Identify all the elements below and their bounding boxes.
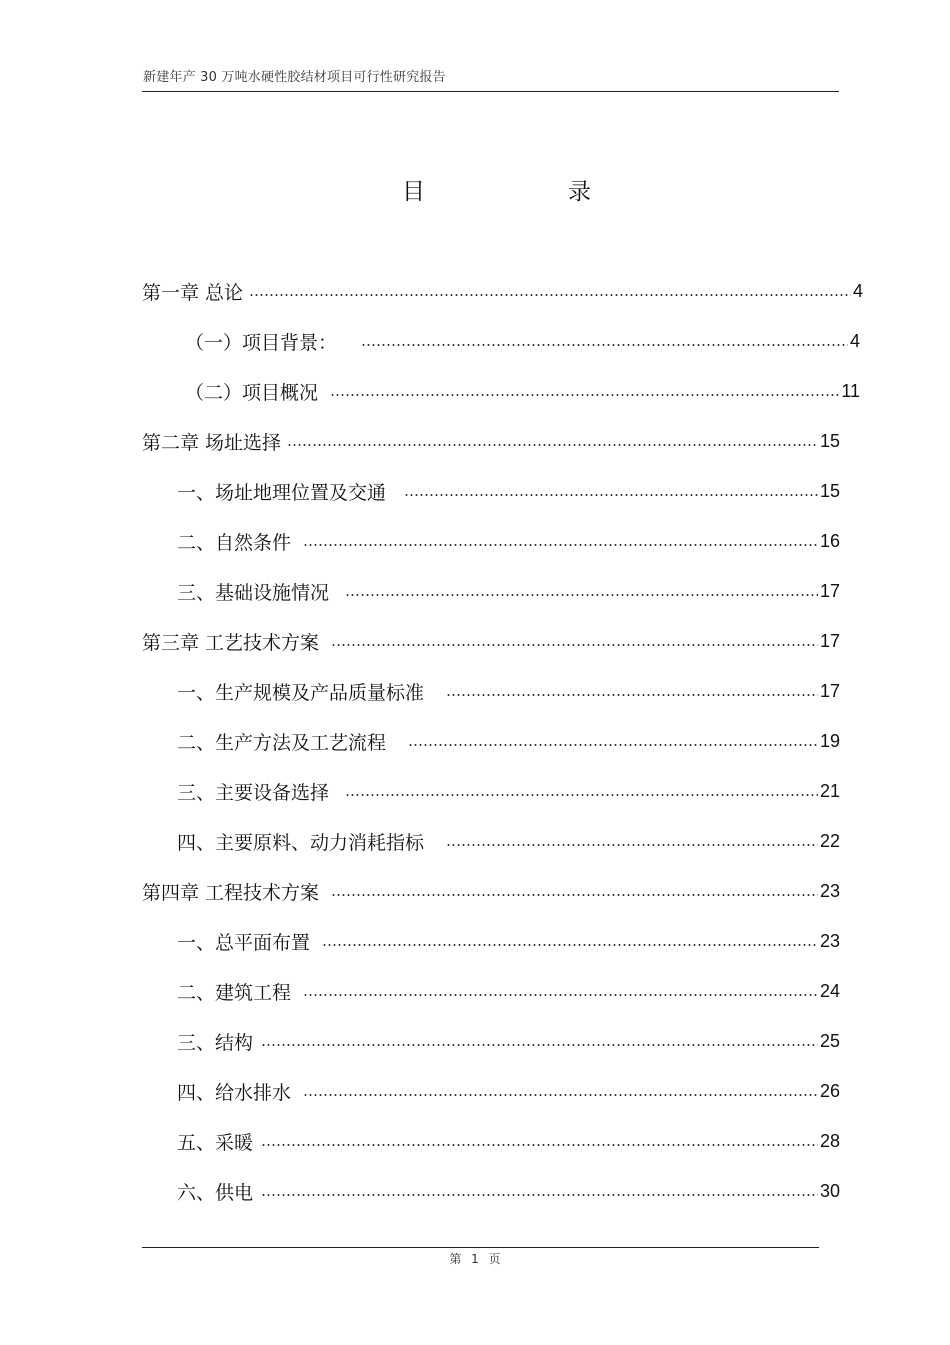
- toc-entry-page: 4: [849, 330, 860, 351]
- toc-dot-leader: [249, 294, 851, 296]
- toc-entry-section[interactable]: [177, 476, 840, 506]
- document-header-title: 新建年产 30 万吨水硬性胶结材项目可行性研究报告: [143, 70, 446, 85]
- toc-entry-section[interactable]: [177, 1126, 840, 1156]
- toc-entry-label: 第四章 工程技术方案: [142, 881, 320, 904]
- toc-entry-page: 15: [819, 430, 840, 451]
- toc-entry-label: 三、结构: [177, 1031, 254, 1054]
- page-footer: [0, 1250, 950, 1267]
- toc-dot-leader: [261, 1044, 818, 1046]
- toc-entry-section[interactable]: [177, 1076, 840, 1106]
- toc-dot-leader: [331, 894, 818, 896]
- toc-dot-leader: [345, 794, 818, 796]
- footer-suffix: 页: [488, 1252, 501, 1266]
- toc-entry-page: 21: [819, 780, 840, 801]
- toc-dot-leader: [446, 844, 818, 846]
- toc-entry-label: （一）项目背景：: [185, 331, 338, 354]
- toc-dot-leader: [261, 1144, 818, 1146]
- toc-entry-label: 三、基础设施情况: [177, 581, 330, 604]
- toc-dot-leader: [287, 444, 818, 446]
- toc-entry-section[interactable]: [177, 576, 840, 606]
- toc-entry-page: 30: [819, 1180, 840, 1201]
- toc-entry-label: 六、供电: [177, 1181, 254, 1204]
- toc-entry-page: 16: [819, 530, 840, 551]
- toc-entry-page: 17: [819, 680, 840, 701]
- toc-entry-page: 15: [819, 480, 840, 501]
- toc-dot-leader: [322, 944, 818, 946]
- toc-entry-chapter-2[interactable]: [142, 426, 840, 456]
- toc-entry-label: 第二章 场址选择: [142, 431, 282, 454]
- toc-entry-label: 一、场址地理位置及交通: [177, 481, 387, 504]
- toc-dot-leader: [303, 1094, 818, 1096]
- toc-entry-label: 一、生产规模及产品质量标准: [177, 681, 425, 704]
- toc-entry-label: 五、采暖: [177, 1131, 254, 1154]
- toc-entry-label: 二、自然条件: [177, 531, 292, 554]
- toc-entry-label: （二）项目概况: [185, 381, 319, 404]
- toc-dot-leader: [446, 694, 818, 696]
- toc-entry-label: 二、建筑工程: [177, 981, 292, 1004]
- toc-entry-section[interactable]: [177, 1176, 840, 1206]
- toc-dot-leader: [303, 544, 818, 546]
- toc-dot-leader: [331, 644, 818, 646]
- toc-entry-page: 19: [819, 730, 840, 751]
- toc-entry-label: 四、主要原料、动力消耗指标: [177, 831, 425, 854]
- toc-entry-section[interactable]: [177, 776, 840, 806]
- toc-entry-chapter-4[interactable]: [142, 876, 840, 906]
- toc-entry-page: 24: [819, 980, 840, 1001]
- toc-entry-page: 25: [819, 1030, 840, 1051]
- toc-entry-section[interactable]: [185, 376, 860, 406]
- toc-dot-leader: [303, 994, 818, 996]
- toc-entry-page: 4: [852, 280, 863, 301]
- toc-dot-leader: [261, 1194, 818, 1196]
- toc-entry-label: 四、给水排水: [177, 1081, 292, 1104]
- toc-entry-page: 17: [819, 580, 840, 601]
- toc-entry-chapter-3[interactable]: [142, 626, 840, 656]
- toc-entry-page: 17: [819, 630, 840, 651]
- toc-entry-page: 28: [819, 1130, 840, 1151]
- toc-entry-section[interactable]: [177, 1026, 840, 1056]
- toc-entry-section[interactable]: [177, 976, 840, 1006]
- toc-entry-page: 23: [819, 930, 840, 951]
- toc-entry-section[interactable]: [177, 826, 840, 856]
- footer-divider: [142, 1247, 819, 1248]
- toc-entry-label: 二、生产方法及工艺流程: [177, 731, 387, 754]
- toc-entry-section[interactable]: [177, 726, 840, 756]
- toc-entry-label: 第一章 总论: [142, 281, 244, 304]
- footer-prefix: 第: [449, 1252, 462, 1266]
- toc-entry-label: 一、总平面布置: [177, 931, 311, 954]
- toc-title-char-2: 录: [568, 179, 591, 205]
- toc-entry-section[interactable]: [177, 926, 840, 956]
- toc-dot-leader: [330, 394, 839, 396]
- toc-dot-leader: [345, 594, 818, 596]
- toc-entry-page: 11: [841, 380, 860, 401]
- header-divider: [142, 91, 839, 92]
- toc-entry-page: 23: [819, 880, 840, 901]
- toc-entry-page: 26: [819, 1080, 840, 1101]
- toc-entry-section[interactable]: [177, 526, 840, 556]
- toc-entry-page: 22: [819, 830, 840, 851]
- toc-entry-chapter-1[interactable]: [142, 276, 863, 306]
- toc-dot-leader: [408, 744, 818, 746]
- toc-title-char-1: 目: [402, 179, 425, 205]
- toc-dot-leader: [404, 494, 818, 496]
- toc-entry-label: 第三章 工艺技术方案: [142, 631, 320, 654]
- toc-entry-section[interactable]: [185, 326, 860, 356]
- footer-page-number: 1: [471, 1252, 479, 1266]
- toc-dot-leader: [361, 344, 848, 346]
- toc-entry-label: 三、主要设备选择: [177, 781, 330, 804]
- toc-entry-section[interactable]: [177, 676, 840, 706]
